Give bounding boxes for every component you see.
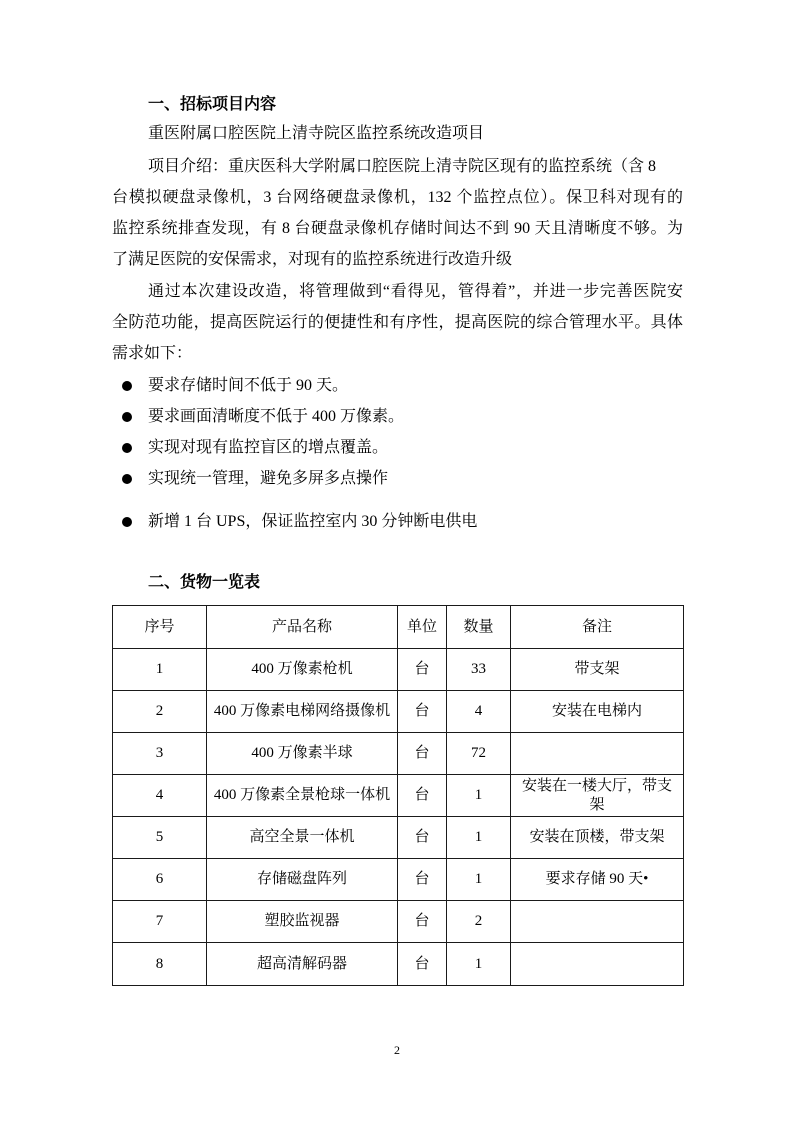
remarks-text: 带支架 xyxy=(574,661,620,677)
intro-line: 监控系统排查发现，有 8 台硬盘录像机存储时间达不到 90 天且清晰度不够。为 xyxy=(112,220,683,237)
intro-line: 台模拟硬盘录像机，3 台网络硬盘录像机，132 个监控点位）。保卫科对现有的 xyxy=(112,189,683,206)
intro-line: 了满足医院的安保需求，对现有的监控系统进行改造升级 xyxy=(112,251,513,268)
table-row xyxy=(113,901,684,943)
list-item: 要求存储时间不低于 90 天。 xyxy=(148,377,349,394)
table-row xyxy=(113,859,684,901)
goods-table xyxy=(112,605,684,986)
cell-unit: 台 xyxy=(398,733,447,775)
cell-product-name xyxy=(207,733,398,775)
product-name-text: 400 万像素电梯网络摄像机 xyxy=(213,703,391,719)
product-name-text: 400 万像素半球 xyxy=(251,745,353,761)
table-row xyxy=(113,943,684,986)
cell-unit: 台 xyxy=(398,775,447,817)
table-row xyxy=(113,691,684,733)
cell-remarks xyxy=(511,859,684,901)
cell-serial-no: 4 xyxy=(113,775,207,817)
header-product-name: 产品名称 xyxy=(207,606,398,649)
cell-unit: 台 xyxy=(398,943,447,986)
cell-remarks xyxy=(511,775,684,817)
cell-serial-no: 5 xyxy=(113,817,207,859)
header-remarks: 备注 xyxy=(511,606,684,649)
cell-product-name xyxy=(207,901,398,943)
cell-unit: 台 xyxy=(398,649,447,691)
header-serial-no: 序号 xyxy=(113,606,207,649)
cell-serial-no: 3 xyxy=(113,733,207,775)
cell-quantity: 1 xyxy=(447,859,511,901)
list-item: 新增 1 台 UPS，保证监控室内 30 分钟断电供电 xyxy=(148,513,478,530)
cell-remarks xyxy=(511,691,684,733)
cell-quantity: 2 xyxy=(447,901,511,943)
list-item: 实现对现有监控盲区的增点覆盖。 xyxy=(148,439,389,456)
cell-product-name xyxy=(207,859,398,901)
bullet-icon xyxy=(122,443,132,453)
product-name-text: 400 万像素枪机 xyxy=(251,661,353,677)
bullet-icon xyxy=(122,412,132,422)
cell-quantity: 1 xyxy=(447,817,511,859)
product-name-text: 存储磁盘阵列 xyxy=(256,871,347,887)
cell-product-name xyxy=(207,649,398,691)
cell-quantity: 4 xyxy=(447,691,511,733)
cell-product-name xyxy=(207,943,398,986)
cell-quantity: 72 xyxy=(447,733,511,775)
list-item: 实现统一管理，避免多屏多点操作 xyxy=(148,470,389,487)
cell-unit: 台 xyxy=(398,901,447,943)
cell-serial-no: 1 xyxy=(113,649,207,691)
cell-serial-no: 8 xyxy=(113,943,207,986)
cell-remarks xyxy=(511,733,684,775)
product-name-text: 高空全景一体机 xyxy=(249,829,355,845)
cell-product-name xyxy=(207,775,398,817)
cell-unit: 台 xyxy=(398,817,447,859)
cell-unit: 台 xyxy=(398,859,447,901)
table-row xyxy=(113,775,684,817)
cell-product-name xyxy=(207,817,398,859)
cell-product-name xyxy=(207,691,398,733)
cell-quantity: 33 xyxy=(447,649,511,691)
remarks-text: 安装在一楼大厅，带支架 xyxy=(521,777,672,813)
goal-line: 通过本次建设改造，将管理做到“看得见，管得着”，并进一步完善医院安 xyxy=(148,283,683,300)
table-header-row xyxy=(113,606,684,649)
product-name-text: 塑胶监视器 xyxy=(264,913,340,929)
remarks-text: 要求存储 90 天• xyxy=(545,871,649,887)
project-name: 重医附属口腔医院上清寺院区监控系统改造项目 xyxy=(148,125,485,142)
cell-serial-no: 7 xyxy=(113,901,207,943)
cell-serial-no: 2 xyxy=(113,691,207,733)
cell-remarks xyxy=(511,901,684,943)
page-number: 2 xyxy=(394,1043,400,1057)
remarks-text: 安装在电梯内 xyxy=(551,703,642,719)
goal-line: 全防范功能，提高医院运行的便捷性和有序性，提高医院的综合管理水平。具体 xyxy=(112,314,683,331)
cell-quantity: 1 xyxy=(447,943,511,986)
cell-unit: 台 xyxy=(398,691,447,733)
section-heading-goods-list: 二、货物一览表 xyxy=(148,574,261,591)
table-row xyxy=(113,817,684,859)
bullet-icon xyxy=(122,474,132,484)
section-heading-tender-content: 一、招标项目内容 xyxy=(148,96,277,113)
cell-serial-no: 6 xyxy=(113,859,207,901)
bullet-icon xyxy=(122,517,132,527)
table-row xyxy=(113,733,684,775)
remarks-text: 安装在顶楼，带支架 xyxy=(529,829,665,845)
list-item: 要求画面清晰度不低于 400 万像素。 xyxy=(148,408,405,425)
header-quantity: 数量 xyxy=(447,606,511,649)
goal-line: 需求如下： xyxy=(112,345,193,362)
cell-quantity: 1 xyxy=(447,775,511,817)
product-name-text: 400 万像素全景枪球一体机 xyxy=(213,787,391,803)
cell-remarks xyxy=(511,817,684,859)
intro-line: 项目介绍：重庆医科大学附属口腔医院上清寺院区现有的监控系统（含 8 xyxy=(148,158,657,175)
cell-remarks xyxy=(511,943,684,986)
product-name-text: 超高清解码器 xyxy=(256,955,347,972)
cell-remarks xyxy=(511,649,684,691)
bullet-icon xyxy=(122,381,132,391)
table-row xyxy=(113,649,684,691)
header-unit: 单位 xyxy=(398,606,447,649)
